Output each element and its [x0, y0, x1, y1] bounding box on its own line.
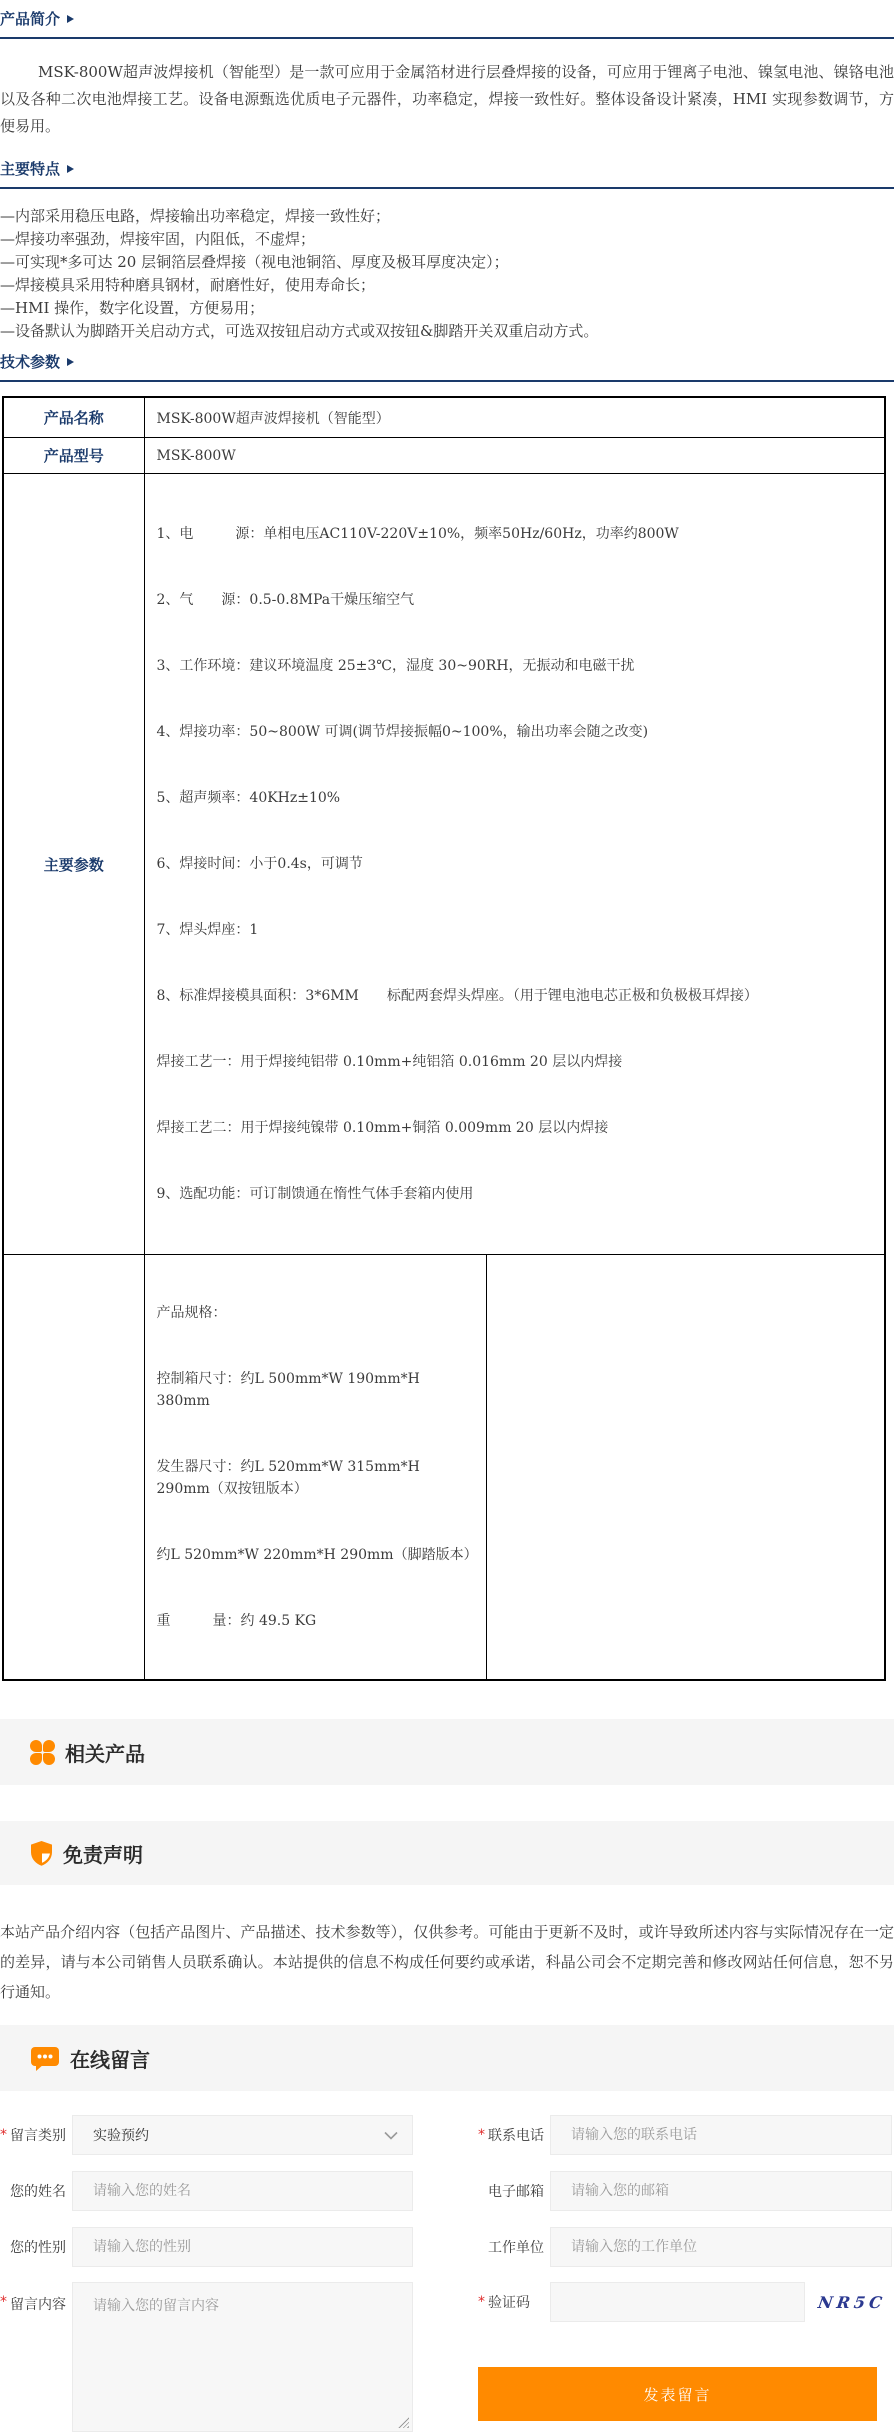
- specs-table: [2, 396, 886, 1681]
- message-textarea[interactable]: [72, 2282, 413, 2432]
- field-label: 联系电话: [488, 2128, 544, 2144]
- grid-petals-icon: [30, 1740, 55, 1765]
- dimension-line: 产品规格：: [156, 1305, 227, 1321]
- band-title: 在线留言: [70, 2047, 150, 2072]
- form-row-email: [478, 2171, 894, 2211]
- chevron-down-icon: [384, 2131, 398, 2140]
- param-line: 7、焊头焊座：1: [156, 922, 259, 938]
- section-band-disclaimer: [0, 1821, 894, 1885]
- param-line: 5、超声频率：40KHz±10%: [156, 790, 341, 806]
- phone-input[interactable]: [550, 2115, 892, 2155]
- section-arrow-icon: [67, 15, 74, 23]
- feature-item: —焊接功率强劲，焊接牢固，内阻低，不虚焊；: [0, 230, 316, 248]
- spec-label-empty: [3, 1255, 144, 1681]
- section-title: 技术参数: [0, 353, 61, 371]
- dimension-line: 控制箱尺寸：约L 500mm*W 190mm*H 380mm: [156, 1371, 425, 1409]
- gender-input[interactable]: [72, 2227, 413, 2267]
- feature-item: —HMI 操作，数字化设置，方便易用；: [0, 299, 265, 317]
- section-arrow-icon: [67, 165, 74, 173]
- required-asterisk: *: [0, 2127, 7, 2143]
- form-row-name: [0, 2171, 413, 2211]
- section-header-tech-specs: [0, 343, 894, 382]
- product-intro-paragraph: MSK-800W超声波焊接机（智能型）是一款可应用于金属箔材进行层叠焊接的设备，可应用于锂离子电池、镍氢电池、镍铬电池以及各种二次电池焊接工艺。设备电源甄选优质电子元器件，功率稳定，焊接一致性好。整体设备设计紧凑，HMI 实现参数调节，方便易用。: [0, 63, 894, 135]
- spec-label: 产品名称: [3, 397, 144, 438]
- spec-value: MSK-800W超声波焊接机（智能型）: [144, 397, 885, 438]
- required-asterisk: *: [478, 2294, 485, 2310]
- field-label: 电子邮箱: [488, 2184, 544, 2200]
- form-right-column: [478, 2115, 894, 2283]
- band-title: 相关产品: [65, 1741, 145, 1766]
- captcha-submit-block: [478, 2282, 894, 2432]
- captcha-image[interactable]: NR5C: [816, 2292, 888, 2312]
- chat-bubble-icon: [30, 2045, 60, 2072]
- section-title: 主要特点: [0, 160, 61, 178]
- dimension-line: 重 量：约 49.5 KG: [156, 1613, 317, 1629]
- feature-item: —内部采用稳压电路，焊接输出功率稳定，焊接一致性好；: [0, 207, 391, 225]
- feature-item: —焊接模具采用特种磨具钢材，耐磨性好，使用寿命长；: [0, 276, 376, 294]
- name-input[interactable]: [72, 2171, 413, 2211]
- spec-label: 产品型号: [3, 438, 144, 474]
- param-line: 焊接工艺一：用于焊接纯铝带 0.10mm+纯铝箔 0.016mm 20 层以内焊接: [156, 1054, 623, 1070]
- section-band-related-products: [0, 1719, 894, 1785]
- form-row-category: [0, 2115, 413, 2155]
- feature-item: —可实现*多可达 20 层铜箔层叠焊接（视电池铜箔、厚度及极耳厚度决定）；: [0, 253, 509, 271]
- param-line: 9、选配功能：可订制馈通在惰性气体手套箱内使用: [156, 1186, 474, 1202]
- form-row-phone: [478, 2115, 894, 2155]
- section-title: 产品简介: [0, 10, 61, 28]
- feature-list: [0, 205, 894, 343]
- submit-message-button[interactable]: 发表留言: [478, 2367, 877, 2421]
- dimension-line: 约L 520mm*W 220mm*H 290mm（脚踏版本）: [156, 1547, 478, 1563]
- param-line: 4、焊接功率：50~800W 可调(调节焊接振幅0~100%，输出功率会随之改变): [156, 724, 649, 740]
- field-label: 留言内容: [10, 2297, 66, 2313]
- section-band-online-message: [0, 2025, 894, 2091]
- form-row-captcha: [478, 2282, 894, 2322]
- message-category-select[interactable]: [72, 2115, 413, 2155]
- table-row: [3, 1255, 885, 1681]
- section-header-product-intro: [0, 0, 894, 39]
- param-line: 8、标准焊接模具面积：3*6MM 标配两套焊头焊座。（用于锂电池电芯正极和负极极耳焊接）: [156, 988, 758, 1004]
- field-label: 验证码: [488, 2295, 530, 2311]
- message-textarea-wrap: [72, 2282, 413, 2432]
- feature-item: —设备默认为脚踏开关启动方式，可选双按钮启动方式或双按钮&脚踏开关双重启动方式。: [0, 322, 599, 340]
- message-content-block: [0, 2282, 413, 2432]
- field-label: 留言类别: [10, 2128, 66, 2144]
- form-row-company: [478, 2227, 894, 2267]
- company-input[interactable]: [550, 2227, 892, 2267]
- captcha-input[interactable]: [550, 2282, 805, 2322]
- spec-value-main-params: [144, 474, 885, 1255]
- required-asterisk: *: [478, 2127, 485, 2143]
- disclaimer-text: 本站产品介绍内容（包括产品图片、产品描述、技术参数等），仅供参考。可能由于更新不及时，或许导致所述内容与实际情况存在一定的差异，请与本公司销售人员联系确认。本站提供的信息不构成任何要约或承诺，科晶公司会不定期完善和修改网站任何信息，恕不另行通知。: [0, 1923, 894, 2001]
- param-line: 6、焊接时间：小于0.4s，可调节: [156, 856, 363, 872]
- online-message-form: [0, 2115, 894, 2432]
- selected-option: 实验预约: [93, 2128, 149, 2144]
- form-left-column: [0, 2115, 413, 2283]
- section-arrow-icon: [67, 358, 74, 366]
- param-line: 1、电 源：单相电压AC110V-220V±10%，频率50Hz/60Hz，功率约800W: [156, 526, 679, 542]
- shield-icon: [30, 1840, 53, 1867]
- param-line: 3、工作环境：建议环境温度 25±3℃，湿度 30~90RH，无振动和电磁干扰: [156, 658, 635, 674]
- table-row: [3, 474, 885, 1255]
- table-row: [3, 438, 885, 474]
- required-asterisk: *: [0, 2294, 7, 2310]
- email-input[interactable]: [550, 2171, 892, 2211]
- spec-label: 主要参数: [3, 474, 144, 1255]
- dimension-line: 发生器尺寸：约L 520mm*W 315mm*H 290mm（双按钮版本）: [156, 1459, 425, 1497]
- spec-value: MSK-800W: [144, 438, 885, 474]
- param-line: 2、气 源：0.5-0.8MPa干燥压缩空气: [156, 592, 415, 608]
- band-title: 免责声明: [63, 1842, 143, 1867]
- field-label: 工作单位: [488, 2240, 544, 2256]
- field-label: 您的姓名: [10, 2184, 66, 2200]
- spec-value-dimensions: [144, 1255, 486, 1681]
- field-label: 您的性别: [10, 2240, 66, 2256]
- section-header-main-features: [0, 150, 894, 189]
- form-row-gender: [0, 2227, 413, 2267]
- param-line: 焊接工艺二：用于焊接纯镍带 0.10mm+铜箔 0.009mm 20 层以内焊接: [156, 1120, 609, 1136]
- table-row: [3, 397, 885, 438]
- spec-cell-empty: [486, 1255, 885, 1681]
